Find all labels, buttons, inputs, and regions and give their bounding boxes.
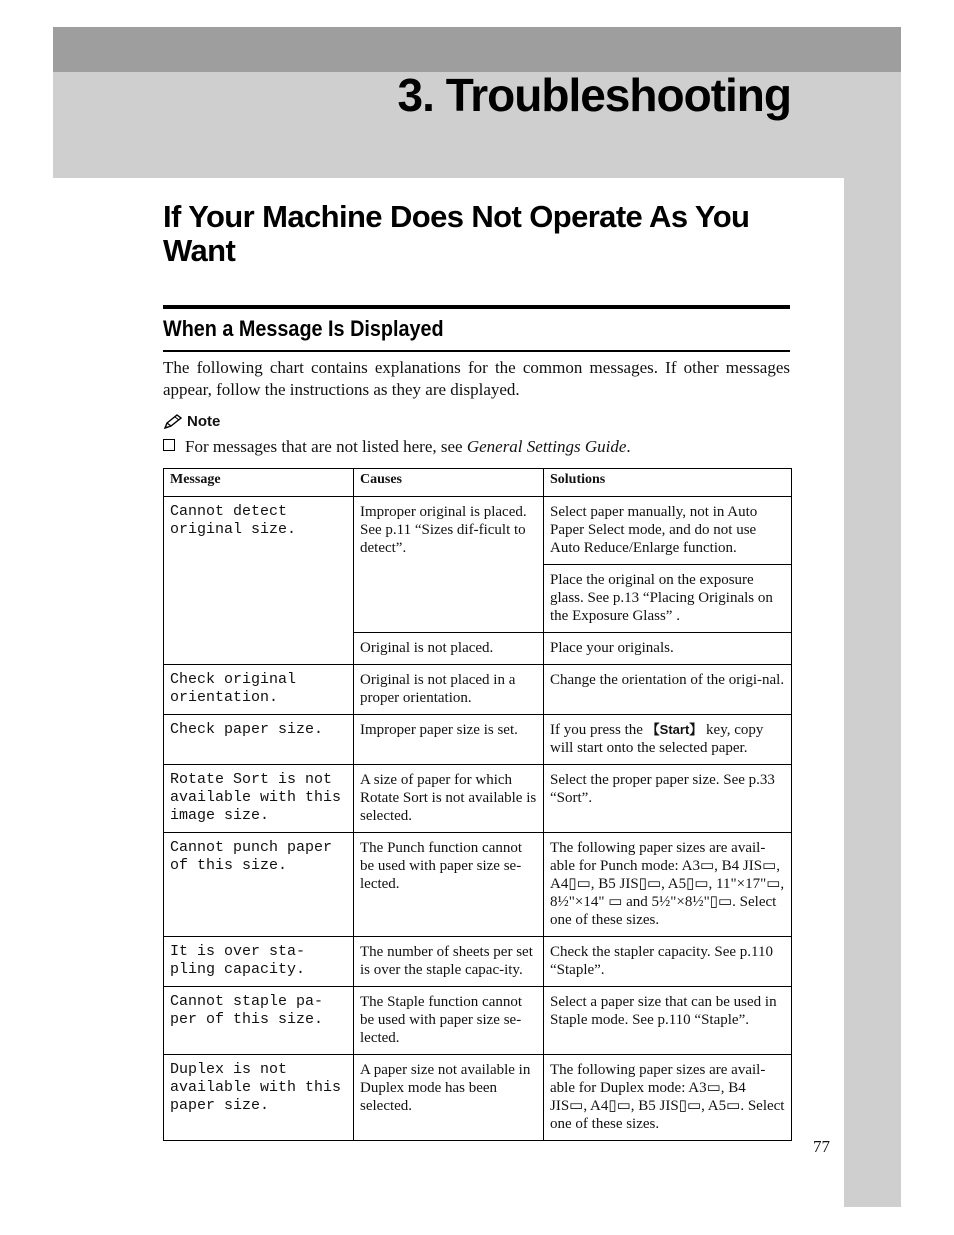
message-cell: It is over sta-pling capacity. [164,937,354,987]
solution-cell: Place the original on the exposure glass. See p.13 “Placing Originals on the Exposure Glass” . [544,565,792,633]
pencil-icon [163,414,183,430]
cause-cell: Improper original is placed. See p.11 “Sizes dif-ficult to detect”. [354,497,544,633]
cause-cell: A paper size not available in Duplex mode has been selected. [354,1055,544,1141]
table-row [164,665,792,715]
table-row [164,987,792,1055]
messages-table [163,468,792,1141]
solution-cell: Place your originals. [544,633,792,665]
message-cell: Cannot detect original size. [164,497,354,665]
message-cell: Check original orientation. [164,665,354,715]
message-cell: Cannot staple pa-per of this size. [164,987,354,1055]
note-text-after: . [626,437,631,456]
solution-cell: Select a paper size that can be used in Staple mode. See p.110 “Staple”. [544,987,792,1055]
table-row [164,715,792,765]
message-cell: Cannot punch paper of this size. [164,833,354,937]
side-tab-strip [844,178,901,1207]
cause-cell: The Staple function cannot be used with paper size se-lected. [354,987,544,1055]
cause-cell: The number of sheets per set is over the staple capac-ity. [354,937,544,987]
table-header-row [164,469,792,497]
table-row [164,497,792,565]
cause-cell: Improper paper size is set. [354,715,544,765]
subsection-title: When a Message Is Displayed [163,316,444,341]
solution-text-after: key, copy will start onto the selected paper. [550,722,764,756]
solution-cell: Change the orientation of the origi-nal. [544,665,792,715]
solution-cell [544,715,792,765]
subsection-top-rule [163,305,790,309]
solution-text-before: If you press the [550,722,647,738]
note-text-italic: General Settings Guide [466,437,627,456]
note-text-before: For messages that are not listed here, see [185,437,467,456]
section-title: If Your Machine Does Not Operate As You Want [163,199,750,268]
message-cell: Rotate Sort is not available with this image size. [164,765,354,833]
message-cell: Duplex is not available with this paper size. [164,1055,354,1141]
header-top-bar [53,27,901,72]
table-row [164,833,792,937]
note-heading [163,413,220,430]
message-cell: Check paper size. [164,715,354,765]
intro-paragraph: The following chart contains explanations for the common messages. If other messages appear, follow the instructions as they are displayed. [163,358,790,399]
table-row [164,765,792,833]
cause-cell: A size of paper for which Rotate Sort is not available is selected. [354,765,544,833]
cause-cell: Original is not placed in a proper orientation. [354,665,544,715]
solution-cell: Select paper manually, not in Auto Paper Select mode, and do not use Auto Reduce/Enlarge function. [544,497,792,565]
column-header-message: Message [164,469,354,497]
cause-cell: Original is not placed. [354,633,544,665]
solution-cell: The following paper sizes are avail-able for Punch mode: A3▭, B4 JIS▭, A4▯▭, B5 JIS▯▭, A5▯▭, 11"×17"▭, 8½"×14" ▭ and 5½"×8½"▯▭. Select one of these sizes. [544,833,792,937]
column-header-solutions: Solutions [544,469,792,497]
solution-cell: Select the proper paper size. See p.33 “Sort”. [544,765,792,833]
column-header-causes: Causes [354,469,544,497]
solution-cell: Check the stapler capacity. See p.110 “Staple”. [544,937,792,987]
solution-cell: The following paper sizes are avail-able for Duplex mode: A3▭, B4 JIS▭, A4▯▭, B5 JIS▯▭, A5▭. Select one of these sizes. [544,1055,792,1141]
subsection-bottom-rule [163,350,790,352]
page-number: 77 [813,1137,830,1156]
table-row [164,1055,792,1141]
start-key-label: 【Start】 [646,722,703,737]
note-item [163,437,631,457]
cause-cell: The Punch function cannot be used with paper size se-lected. [354,833,544,937]
checkbox-bullet-icon [163,439,175,451]
note-label: Note [187,413,221,430]
chapter-title: 3. Troubleshooting [397,69,791,121]
table-row [164,937,792,987]
